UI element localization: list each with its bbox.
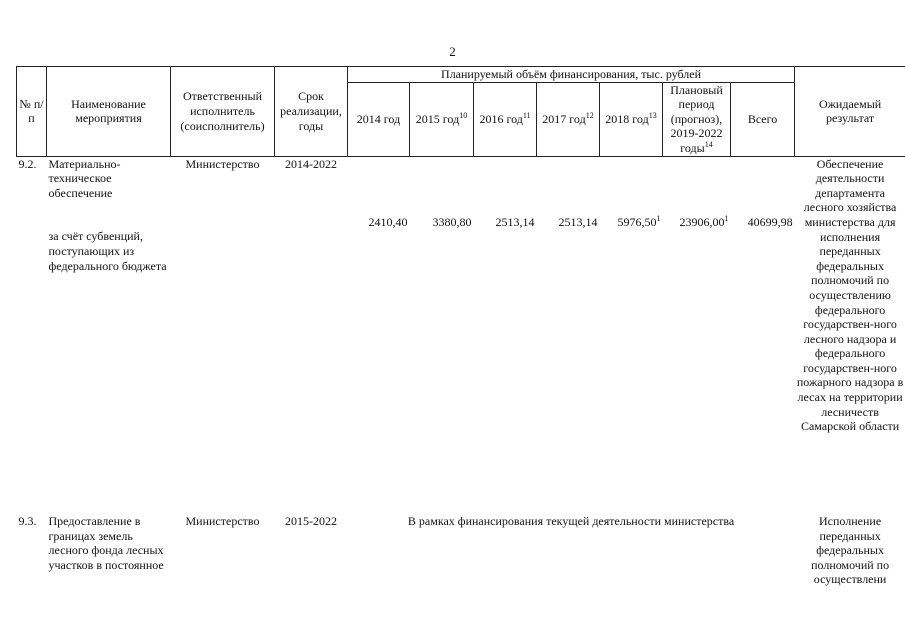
header-executor: Ответственный исполнитель (соисполнитель) <box>171 67 275 157</box>
row-value-2017: 2513,14 <box>558 214 598 229</box>
header-term: Срок реализации, годы <box>275 67 348 157</box>
row-value-total: 40699,98 <box>747 214 793 229</box>
header-result: Ожидаемый результат <box>795 67 905 157</box>
row-value-2014: 2410,40 <box>368 214 408 229</box>
header-2014: 2014 год <box>348 82 410 156</box>
row-value-2018: 5976,50$^1$ <box>617 213 661 229</box>
row-result: Исполнение переданных федеральных полномочий по осуществлени <box>811 514 890 587</box>
row-num: 9.3. <box>18 514 37 529</box>
row-term: 2015-2022 <box>285 514 337 529</box>
page-number: 2 <box>449 44 456 59</box>
row-result: Обеспечение деятельности департамента лесного хозяйства министерства для исполнения переданных федеральных полномочий по осуществлению федерального государствен-ного лесного надзора и федерального государствен-ного пожарного надзора в лесах на территории лесничеств Самарской области <box>796 156 904 434</box>
row-name-title: Материально-техническое обеспечение <box>48 156 121 200</box>
row-financing-note: В рамках финансирования текущей деятельности министерства <box>407 514 735 529</box>
header-num: № п/п <box>17 67 47 157</box>
financing-table <box>16 66 905 594</box>
header-2015: 2015 год$^{10}$ <box>410 82 474 156</box>
row-name-subtitle: за счёт субвенций, поступающих из федерального бюджета <box>48 229 167 273</box>
header-2016: 2016 год$^{11}$ <box>474 82 537 156</box>
header-total: Всего <box>731 82 795 156</box>
header-name: Наименование мероприятия <box>47 67 171 157</box>
row-executor: Министерство <box>185 156 260 171</box>
row-value-2015: 3380,80 <box>432 214 472 229</box>
row-executor: Министерство <box>185 514 260 529</box>
row-term: 2014-2022 <box>285 156 337 171</box>
row-value-2016: 2513,14 <box>495 214 535 229</box>
row-name: Предоставление в границах земель лесного фонда лесных участков в постоянное <box>48 514 164 572</box>
table-row <box>17 514 905 594</box>
header-planned-period: Плановый период (прогноз), 2019-2022 годы$^{14}$ <box>663 82 731 156</box>
table-row <box>17 156 905 514</box>
row-value-planned: 23906,00$^1$ <box>679 213 729 229</box>
row-num: 9.2. <box>18 156 37 171</box>
header-2017: 2017 год$^{12}$ <box>537 82 600 156</box>
header-2018: 2018 год$^{13}$ <box>600 82 663 156</box>
row-name <box>47 156 171 514</box>
header-financing-group: Планируемый объём финансирования, тыс. рублей <box>348 67 795 83</box>
